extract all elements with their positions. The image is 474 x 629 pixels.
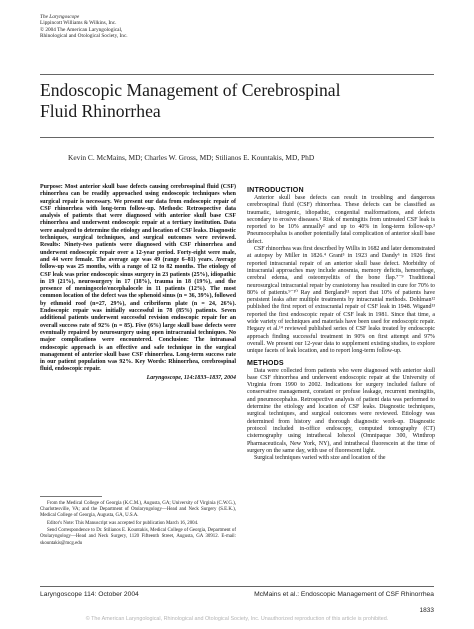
abstract-text: Purpose: Most anterior skull base defects causing cerebrospinal fluid (CSF) rhinorrhea can be readily approached using endoscopic techniques when surgical repair is necessary. We present our data from endoscopic repair of CSF rhinorrhea with long-term follow-up. Methods: Retrospective data analysis of patients that were diagnosed with anterior skull base CSF rhinorrhea and underwent endoscopic repair at a tertiary institution. Data were analyzed to determine the etiology and location of CSF leaks. Diagnostic techniques, surgical techniques, and surgical outcomes were reviewed. Results: Ninety-two patients were diagnosed with CSF rhinorrhea and underwent endoscopic repair over a 12-year period. Forty-eight were male, and 44 were female. The average age was 49 (range 6–81) years. Average follow-up was 25 months, with a range of 12 to 82 months. The etiology of CSF leak was prior endoscopic sinus surgery in 23 patients (25%), idiopathic in 19 (21%), neurosurgery in 17 (18%), trauma in 18 (19%), and the presence of meningocele/encephalocele in 11 patients (12%). The most common location of the defect was the sphenoid sinus (n = 36, 39%), followed by ethmoid roof (n=27, 29%), and cribriform plate (n = 24, 26%). Endoscopic repair was initially successful in 78 (85%) patients. Seven additional patients underwent successful revision endoscopic repair for an overall success rate of 92% (n = 85). Five (6%) large skull base defects were eventually repaired by neurosurgery using open intracranial techniques. No major complications were encountered. Conclusion: The intranasal endoscopic approach is an effective and safe technique in the surgical management of anterior skull base CSF rhinorrhea. Long-term success rate in our patient population was 92%. Key Words: Rhinorrhea, cerebrospinal fluid, endoscopic repair.: [40, 184, 236, 373]
abstract-citation: Laryngoscope, 114:1833–1837, 2004: [146, 374, 236, 381]
article-title: [40, 80, 340, 122]
title-line-2: Fluid Rhinorrhea: [40, 101, 161, 121]
author-list: Kevin C. McMains, MD; Charles W. Gross, MD; Stilianos E. Kountakis, MD, PhD: [68, 153, 315, 162]
journal-name: The Laryngoscope: [40, 14, 80, 20]
intro-paragraph-2: CSF rhinorrhea was first described by Willis in 1682 and later demonstrated at autopsy by Miller in 1826.⁴ Grant⁵ in 1923 and Dandy⁶ in 1926 first reported intracranial repair of an anterior skull base defect. Morbidity of intracranial approaches may include anosmia, memory deficits, hemorrhage, cerebral edema, and osteomyelitis of the bone flap.⁷⁻⁹ Traditional neurosurgical intracranial repair by craniotomy has resulted in cure for 70% to 80% of patients.⁹⁻¹⁰ Ray and Bergland¹¹ report that 10% of patients have persistent leaks after multiple treatments by intracranial methods. Dohlman¹² published the first report of extracranial repair of CSF leak in 1948. Wigand¹³ reported the first endoscopic repair of CSF leak in 1981. Since that time, a wide variety of techniques and materials have been used for endoscopic repair. Hegazy et al.¹⁴ reviewed published series of CSF leaks treated by endoscopic approach finding successful treatment in 90% on first attempt and 97% overall. We present our 12-year data to supplement existing studies, to explore unique facets of leak location, and to report long-term follow-up.: [247, 246, 435, 355]
footer-rule: [40, 586, 434, 587]
correspondence-note: Send Correspondence to Dr. Stilianos E. Kountakis, Medical College of Georgia, Department of Otolaryngology—Head and Neck Surgery, 1120 Fifteenth Street, Augusta, GA 30912. E-mail: skountakis@mcg.edu: [40, 528, 236, 546]
society-line: Rhinological and Otological Society, Inc.: [40, 33, 128, 40]
affiliation-note: From the Medical College of Georgia (K.C.M.), Augusta, GA; University of Virginia (C.W.G.), Charlottesville, VA; and the Department of Otolaryngology—Head and Neck Surgery (S.E.K.), Medical College of Georgia, Augusta, GA, U.S.A.: [40, 501, 236, 519]
top-rule: [40, 74, 434, 75]
methods-paragraph-2: Surgical techniques varied with size and location of the: [254, 455, 386, 462]
body-right-column: [247, 186, 435, 462]
page-number: 1833: [419, 607, 434, 614]
abstract: [40, 184, 236, 382]
footnote-rule: [40, 496, 102, 497]
footer-running-title: McMains et al.: Endoscopic Management of CSF Rhinorrhea: [254, 591, 434, 598]
footnotes: [40, 501, 236, 548]
methods-heading: METHODS: [247, 358, 284, 367]
title-line-1: Endoscopic Management of Cerebrospinal: [40, 80, 341, 100]
footer-journal: Laryngoscope 114: October 2004: [40, 591, 139, 598]
publisher-block: [40, 14, 128, 40]
copyright-watermark: © The American Laryngological, Rhinological and Otological Society, Inc. Unauthorized reproduction of this article is prohibited.: [85, 616, 389, 622]
introduction-heading: INTRODUCTION: [247, 186, 304, 194]
methods-paragraph-1: Data were collected from patients who were diagnosed with anterior skull base CSF rhinorrhea and underwent endoscopic repair at the University of Virginia from 1990 to 2002. Indications for surgery included failure of conservative management, constant or profuse leakage, recurrent meningitis, and pneumocephalus. Retrospective analysis of patient data was performed to determine the etiology and location of CSF leaks. Diagnostic techniques, surgical techniques, and surgical outcomes were reviewed. Etiology was determined from history and thorough diagnostic work-up. Diagnostic protocol included in-office endoscopy, computed tomography (CT) cisternography using intrathecal Iohexol (Omnipaque 300, Winthrop Pharmaceuticals, New York, NY), and intrathecal fluorescein at the time of surgery on the same day, with use of fluorescent light.: [247, 367, 435, 454]
copyright-line: © 2004 The American Laryngological,: [40, 26, 123, 33]
editor-note: Editor's Note: This Manuscript was accepted for publication March 16, 2004.: [47, 520, 199, 526]
intro-paragraph-1: Anterior skull base defects can result in troubling and dangerous cerebrospinal fluid (CSF) rhinorrhea. These defects can be classified as traumatic, iatrogenic, idiopathic, congenital malformations, and defects secondary to erosive diseases.¹ Risk of meningitis from untreated CSF leak is reported to be 10% annually² and up to 40% in long-term follow-up.³ Pneumocephalus is another potentially fatal complication of anterior skull base defect.: [247, 195, 435, 245]
title-rule: [40, 137, 434, 138]
publisher-line: Lippincott Williams & Wilkins, Inc.: [40, 20, 117, 27]
